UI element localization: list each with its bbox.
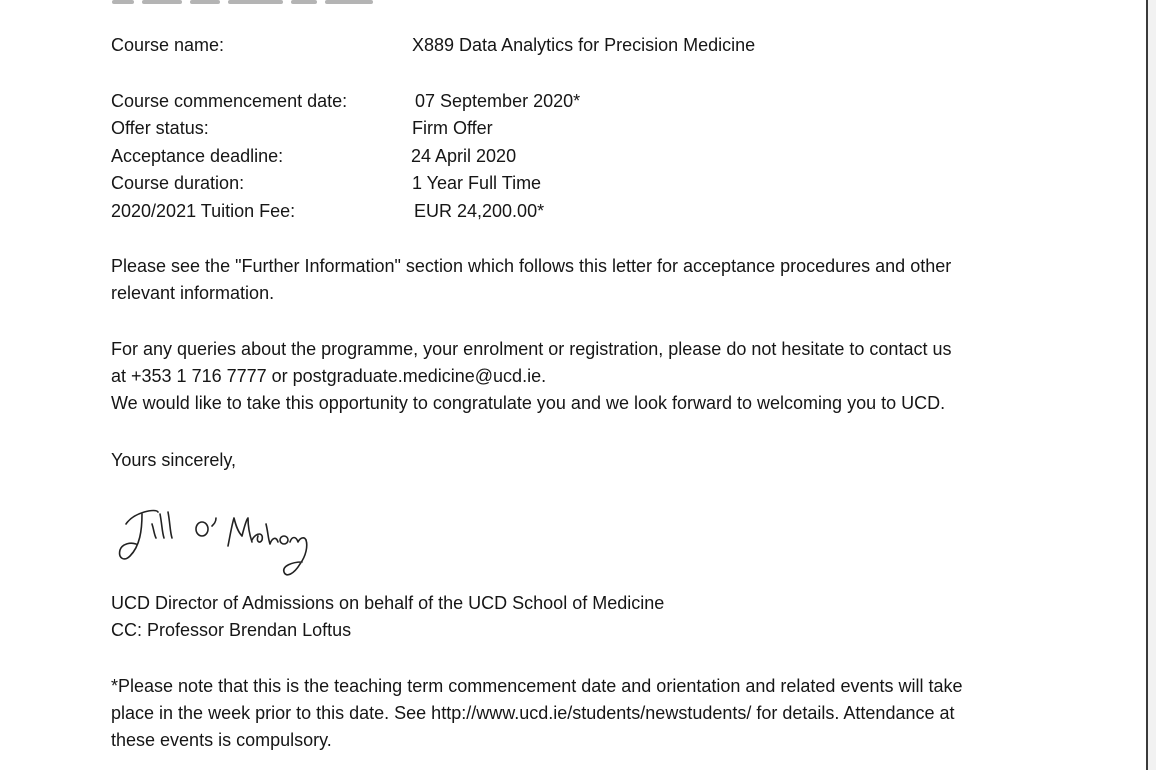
offer-status-value: Firm Offer xyxy=(412,118,493,138)
paragraph-line: at +353 1 716 7777 or postgraduate.medicine@ucd.ie. xyxy=(111,366,547,386)
paragraph-line: these events is compulsory. xyxy=(111,730,332,750)
signatory-cc: CC: Professor Brendan Loftus xyxy=(111,620,352,640)
course-name-value: X889 Data Analytics for Precision Medicine xyxy=(412,35,756,55)
contact-paragraph xyxy=(111,336,1051,417)
paragraph-line: relevant information. xyxy=(111,283,275,303)
further-info-paragraph xyxy=(111,253,1051,307)
course-duration-value: 1 Year Full Time xyxy=(412,173,542,193)
footnote-paragraph xyxy=(111,673,1051,754)
paragraph-line: Please see the "Further Information" section which follows this letter for acceptance procedures and other xyxy=(111,256,952,276)
course-name-label: Course name: xyxy=(111,35,225,55)
tuition-fee-value: EUR 24,200.00* xyxy=(414,201,545,221)
offer-status-label: Offer status: xyxy=(111,118,209,138)
course-duration-label: Course duration: xyxy=(111,173,245,193)
paragraph-line: We would like to take this opportunity to congratulate you and we look forward to welcoming you to UCD. xyxy=(111,393,946,413)
acceptance-deadline-value: 24 April 2020 xyxy=(411,146,517,166)
signatory-title: UCD Director of Admissions on behalf of the UCD School of Medicine xyxy=(111,593,665,613)
page-edge xyxy=(1146,0,1156,770)
paragraph-line: *Please note that this is the teaching term commencement date and orientation and related events will take xyxy=(111,676,963,696)
paragraph-line: place in the week prior to this date. See http://www.ucd.ie/students/newstudents/ for details. Attendance at xyxy=(111,703,955,723)
closing-text: Yours sincerely, xyxy=(111,450,237,470)
commencement-date-label: Course commencement date: xyxy=(111,91,348,111)
cropped-heading-fragment xyxy=(112,0,422,4)
signatory-block xyxy=(111,590,1051,644)
paragraph-line: For any queries about the programme, your enrolment or registration, please do not hesitate to contact us xyxy=(111,339,952,359)
acceptance-deadline-label: Acceptance deadline: xyxy=(111,146,284,166)
commencement-date-value: 07 September 2020* xyxy=(415,91,581,111)
handwritten-signature xyxy=(112,502,332,586)
tuition-fee-label: 2020/2021 Tuition Fee: xyxy=(111,201,296,221)
